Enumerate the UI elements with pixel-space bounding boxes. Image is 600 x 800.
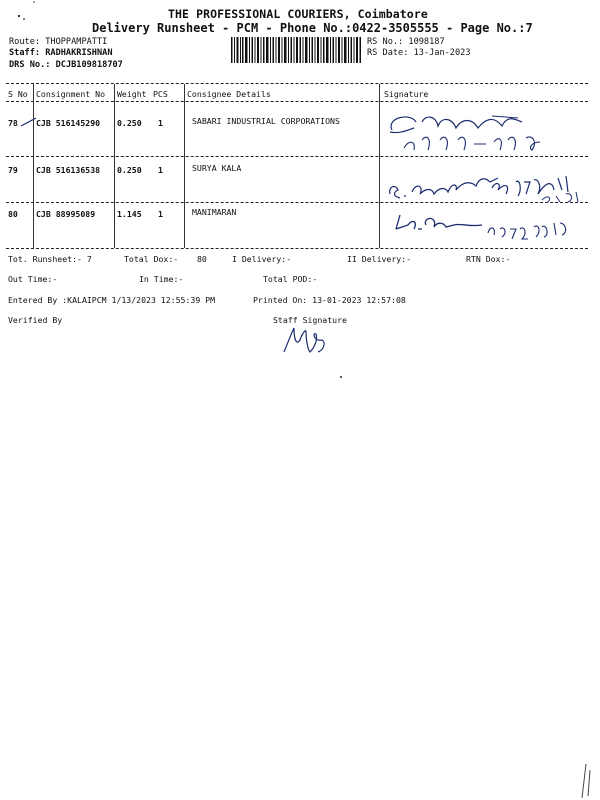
barcode-image [231, 37, 362, 63]
drs-line [9, 60, 123, 70]
staff-signature-label: Staff Signature [273, 315, 347, 325]
scan-specks [14, 0, 54, 30]
route-value: THOPPAMPATTI [45, 37, 108, 47]
row-weight: 1.145 [117, 209, 142, 219]
row-consignment: CJB 516145290 [36, 118, 101, 128]
column-divider [379, 84, 380, 248]
column-header-consignee: Consignee Details [187, 89, 271, 99]
route-label: Route: [9, 37, 41, 47]
row-weight: 0.250 [117, 118, 142, 128]
row-consignee: MANIMARAN [192, 207, 237, 217]
staff-label: Staff: [9, 48, 41, 58]
total-dox-label: Total Dox:- [124, 254, 179, 264]
route-line [9, 37, 107, 47]
in-time-label: In Time:- [139, 274, 184, 284]
verified-by-label: Verified By [8, 315, 63, 325]
row-consignment: CJB 88995089 [36, 209, 96, 219]
scan-edge-mark [568, 760, 598, 800]
scan-specks [335, 372, 347, 382]
row-consignee: SABARI INDUSTRIAL CORPORATIONS [192, 116, 340, 126]
column-divider [184, 84, 185, 248]
drs-label: DRS No.: [9, 60, 51, 70]
staff-signature [280, 322, 330, 356]
row-pcs: 1 [158, 118, 163, 128]
company-title: THE PROFESSIONAL COURIERS, Coimbatore [168, 7, 428, 21]
column-header-pcs: PCS [153, 89, 168, 99]
rtn-dox-label: RTN Dox:- [466, 254, 511, 264]
column-divider [114, 84, 115, 248]
row-signature [382, 205, 588, 249]
total-runsheet-value: 7 [86, 254, 92, 264]
rs-no-line [367, 37, 445, 47]
table-header-rule [6, 101, 588, 102]
staff-line [9, 48, 113, 58]
table-top-rule [6, 83, 588, 84]
row-pcs: 1 [158, 209, 163, 219]
drs-value: DCJB109818707 [55, 60, 123, 70]
row-tick-mark [20, 116, 38, 128]
column-divider [33, 84, 34, 248]
column-header-weight: Weight [117, 89, 147, 99]
column-header-consignment: Consignment No [36, 89, 106, 99]
rs-date-label: RS Date: [367, 48, 409, 58]
row-sno: 78 [8, 118, 18, 128]
rs-no-label: RS No.: [367, 37, 404, 47]
row-pcs: 1 [158, 165, 163, 175]
row-consignment: CJB 516136538 [36, 165, 101, 175]
total-runsheet [8, 254, 92, 264]
total-runsheet-label: Tot. Runsheet:- [8, 254, 82, 264]
staff-value: RADHAKRISHNAN [45, 48, 113, 58]
i-delivery-label: I Delivery:- [232, 254, 292, 264]
row-signature [382, 104, 582, 156]
entered-by: Entered By :KALAIPCM 1/13/2023 12:55:39 PM [8, 295, 216, 305]
total-pod-label: Total POD:- [263, 274, 318, 284]
column-header-signature: Signature [384, 89, 429, 99]
total-dox-value: 80 [197, 254, 207, 264]
row-sno: 80 [8, 209, 18, 219]
rs-no-value: 1098187 [408, 37, 445, 47]
rs-date-line [367, 48, 471, 58]
row-weight: 0.250 [117, 165, 142, 175]
out-time-label: Out Time:- [8, 274, 58, 284]
row-divider [6, 156, 588, 157]
ii-delivery-label: II Delivery:- [347, 254, 412, 264]
printed-on: Printed On: 13-01-2023 12:57:08 [253, 295, 406, 305]
rs-date-value: 13-Jan-2023 [413, 48, 471, 58]
runsheet-title: Delivery Runsheet - PCM - Phone No.:0422-3505555 - Page No.:7 [92, 21, 533, 35]
row-sno: 79 [8, 165, 18, 175]
row-consignee: SURYA KALA [192, 163, 242, 173]
row-signature [382, 160, 588, 204]
column-header-sno: S No [8, 89, 28, 99]
